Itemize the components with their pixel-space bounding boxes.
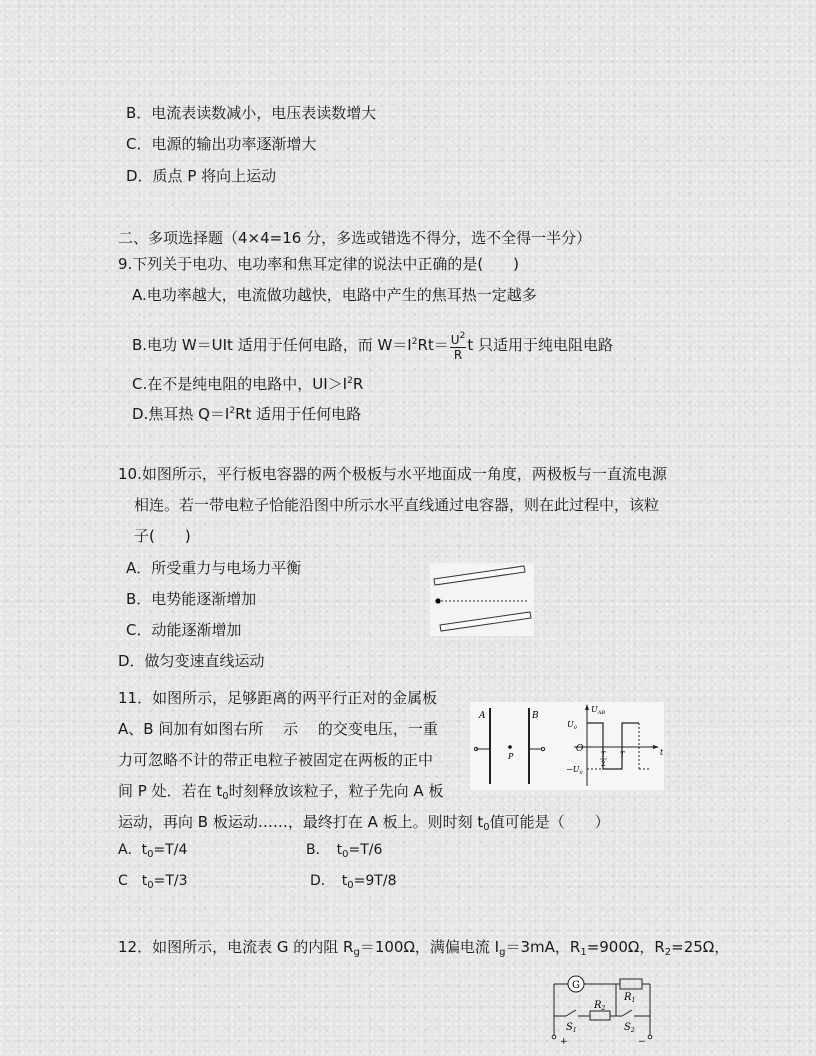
plus-label: + xyxy=(560,1037,568,1046)
q11-d-sub: 0 xyxy=(347,880,354,891)
q11-b-sub: 0 xyxy=(342,849,349,860)
terminal-minus xyxy=(648,1035,652,1039)
point-p xyxy=(508,745,512,749)
q12-mid2: ＝3mA，R xyxy=(505,938,581,956)
q12-ig-sub: g xyxy=(499,947,506,958)
r2-label: $R_2$ xyxy=(594,1000,606,1012)
q9-b-text-mid: Rt＝ xyxy=(417,336,449,354)
q12-r1-sub: 1 xyxy=(580,947,587,958)
q11-b-pre: B． t xyxy=(306,842,343,858)
q9-c-text-pre: C.在不是纯电阻的电路中，UI＞I xyxy=(132,375,348,393)
q11-stem-line1: 11．如图所示，足够距离的两平行正对的金属板 xyxy=(118,689,438,707)
galvanometer-label: G xyxy=(572,980,580,991)
q9-d-square: 2 xyxy=(229,406,236,416)
q12-mid1: ＝100Ω，满偏电流 I xyxy=(359,938,500,956)
q10-option-b: B．电势能逐渐增加 xyxy=(126,590,257,608)
q9-option-a: A.电功率越大，电流做功越快，电路中产生的焦耳热一定越多 xyxy=(132,286,537,304)
q11-d-post: =9T/8 xyxy=(353,873,397,889)
resistor-r1 xyxy=(620,979,642,989)
q8-option-c: C．电源的输出功率逐渐增大 xyxy=(126,135,317,153)
u-ab-label: $U_{AB}$ xyxy=(591,705,606,716)
figure-background xyxy=(470,702,664,790)
q10-stem-line1: 10.如图所示，平行板电容器的两个极板与水平地面成一角度，两极板与一直流电源 xyxy=(118,465,667,483)
q9-b-text-pre: B.电功 W＝UIt 适用于任何电路，而 W＝I xyxy=(132,336,412,354)
q11-line4-sub: 0 xyxy=(222,791,229,802)
q9-option-d xyxy=(132,401,361,424)
t-half-num: T xyxy=(601,751,606,759)
q11-option-c xyxy=(118,871,188,896)
q12-rg-sub: g xyxy=(353,947,360,958)
q12-circuit-figure xyxy=(546,968,662,1046)
section-2-header: 二、多项选择题（4×4=16 分，多选或错选不得分，选不全得一半分） xyxy=(118,229,592,247)
q11-c-sub: 0 xyxy=(147,880,154,891)
q11-option-b xyxy=(306,840,382,865)
q11-line5-post: 值可能是（ ） xyxy=(489,813,610,831)
q9-b-numerator: U xyxy=(450,333,460,347)
point-p-label: P xyxy=(508,752,514,761)
charged-particle xyxy=(435,598,440,603)
q9-d-text-pre: D.焦耳热 Q＝I xyxy=(132,405,230,423)
q9-c-square: 2 xyxy=(347,376,353,386)
q11-line4-post: 时刻释放该粒子，粒子先向 A 板 xyxy=(228,782,444,800)
q11-figure xyxy=(470,702,664,790)
q9-b-text-post: t 只适用于纯电阻电路 xyxy=(467,336,613,354)
resistor-r2 xyxy=(590,1011,610,1020)
q11-stem-line3: 力可忽略不计的带正电粒子被固定在两板的正中 xyxy=(118,751,434,769)
q11-line5-pre: 运动，再向 B 板运动……，最终打在 A 板上。则时刻 t xyxy=(118,813,484,831)
q9-stem: 9.下列关于电功、电功率和焦耳定律的说法中正确的是( ) xyxy=(118,255,520,273)
q9-option-c xyxy=(132,371,363,394)
q11-stem-line4 xyxy=(118,781,443,807)
q12-post: =25Ω， xyxy=(671,938,730,956)
q9-d-text-post: Rt 适用于任何电路 xyxy=(235,405,362,423)
q10-stem-line2: 相连。若一带电粒子恰能沿图中所示水平直线通过电容器，则在此过程中，该粒 xyxy=(134,496,660,514)
t-half-den: 2 xyxy=(601,760,606,768)
q12-stem xyxy=(118,937,729,963)
q9-c-text-post: R xyxy=(352,375,364,393)
q11-a-post: =T/4 xyxy=(153,842,188,858)
s1-label: $S_1$ xyxy=(566,1022,577,1034)
q11-option-a xyxy=(118,840,187,865)
t-full-label: T xyxy=(620,751,625,759)
q11-a-pre: A．t xyxy=(118,842,148,858)
q8-option-b: B．电流表读数减小，电压表读数增大 xyxy=(126,104,377,122)
q11-c-pre: C t xyxy=(118,873,148,889)
q11-stem-line5 xyxy=(118,812,610,838)
q11-option-d xyxy=(310,871,396,896)
r1-label: $R_1$ xyxy=(624,992,636,1004)
q10-option-a: A．所受重力与电场力平衡 xyxy=(126,559,302,577)
q11-c-post: =T/3 xyxy=(153,873,188,889)
q11-b-post: =T/6 xyxy=(348,842,383,858)
q11-line5-sub: 0 xyxy=(483,822,490,833)
plate-a-label: A xyxy=(479,711,486,721)
q8-option-d: D．质点 P 将向上运动 xyxy=(126,167,277,185)
switch-s1 xyxy=(566,1010,576,1016)
terminal-plus xyxy=(552,1035,556,1039)
q11-line4-pre: 间 P 处．若在 t xyxy=(118,782,223,800)
q12-mid3: =900Ω，R xyxy=(586,938,665,956)
q9-b-denominator: R xyxy=(453,348,463,362)
q11-stem-line2: A、B 间加有如图右所 示 的交变电压，一重 xyxy=(118,720,438,738)
q9-b-square: 2 xyxy=(411,337,418,347)
u0-label: $U_0$ xyxy=(567,720,577,731)
origin-label: O xyxy=(576,744,584,754)
minus-label: − xyxy=(638,1037,646,1046)
q10-option-d: D．做匀变速直线运动 xyxy=(118,652,265,670)
q12-pre: 12．如图所示，电流表 G 的内阻 R xyxy=(118,938,354,956)
q11-d-pre: D． t xyxy=(310,873,348,889)
q10-capacitor-figure xyxy=(430,563,534,636)
t-axis-label: t xyxy=(660,748,664,757)
plate-b-label: B xyxy=(532,711,539,721)
q10-option-c: C．动能逐渐增加 xyxy=(126,621,242,639)
neg-u0-label: $-U_0$ xyxy=(566,765,583,776)
q10-stem-line3: 子( ) xyxy=(134,527,191,545)
q9-b-numerator-exp: 2 xyxy=(459,331,466,341)
q12-r2-sub: 2 xyxy=(664,947,672,958)
q9-option-b xyxy=(132,329,613,362)
q11-a-sub: 0 xyxy=(147,849,154,860)
switch-s2 xyxy=(622,1010,632,1016)
q9-b-fraction xyxy=(450,329,467,362)
s2-label: $S_2$ xyxy=(624,1022,635,1034)
